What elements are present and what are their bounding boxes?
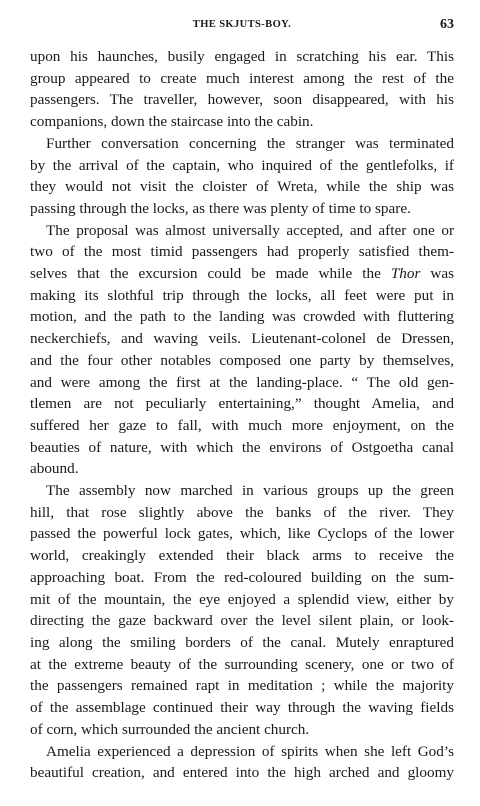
text-line: upon his haunches, busily engaged in scratching his ear. This (30, 48, 454, 65)
text-line: tlemen are not peculiarly entertaining,” thought Amelia, and (30, 395, 454, 413)
text-line: neckerchiefs, and waving veils. Lieutenant-colonel de Dressen, (30, 330, 454, 348)
paragraph-3 (30, 220, 454, 480)
text-line: approaching boat. From the red-coloured building on the sum- (30, 568, 454, 586)
text-line: abound. (30, 460, 79, 478)
ship-name: Thor (390, 265, 421, 283)
book-page (30, 14, 454, 784)
text-line: passing through the locks, as there was plenty of time to spare. (30, 199, 411, 217)
page-number: 63 (440, 17, 454, 32)
text-line: motion, and the path to the landing was crowded with fluttering (30, 308, 454, 326)
text-line: hill, that rose slightly above the banks of the river. They (30, 503, 454, 521)
text-line: selves that the excursion could be made while the Thor was (30, 265, 454, 283)
paragraph-5 (30, 741, 454, 784)
running-head (30, 14, 454, 36)
text-line: they would not visit the cloister of Wreta, while the ship was (30, 178, 454, 196)
text-line: by the arrival of the captain, who inquired of the gentlefolks, if (30, 156, 454, 174)
text-line: passengers. The traveller, however, soon disappeared, with his (30, 91, 454, 109)
text-line: world, creakingly extended their black arms to receive the (30, 547, 454, 565)
text-line: Further conversation concerning the stranger was terminated (46, 134, 454, 152)
text-line: companions, down the staircase into the cabin. (30, 113, 314, 131)
text-line: mit of the mountain, the eye enjoyed a splendid view, either by (30, 590, 454, 608)
text-line: suffered her gaze to fall, with much more enjoyment, on the (30, 416, 454, 434)
text-line: making its slothful trip through the locks, all feet were put in (30, 286, 454, 304)
text-line: of the assemblage continued their way through the waving fields (30, 699, 454, 717)
paragraph-2 (30, 133, 454, 220)
text-line: and were among the first at the landing-place. “ The old gen- (30, 373, 454, 391)
text-line: directing the gaze backward over the level silent plain, or look- (30, 612, 454, 630)
text-line: The proposal was almost universally accepted, and after one or (46, 221, 454, 239)
text-line: the passengers remained rapt in meditation ; while the majority (30, 677, 454, 695)
text-line: beautiful creation, and entered into the high arched and gloomy (30, 764, 454, 782)
text-line: Amelia experienced a depression of spirits when she left God’s (46, 742, 454, 760)
paragraph-4 (30, 480, 454, 740)
text-line: at the extreme beauty of the surrounding scenery, one or two of (30, 655, 454, 673)
text-line: ing along the smiling borders of the canal. Mutely enraptured (30, 633, 454, 651)
text-line: group appeared to create much interest among the rest of the (30, 69, 454, 87)
text-line: and the four other notables composed one party by themselves, (30, 351, 454, 369)
text-line: of corn, which surrounded the ancient church. (30, 720, 310, 738)
text-body (30, 46, 454, 784)
paragraph-1 (30, 46, 454, 133)
text-line: beauties of nature, with which the environs of Ostgoetha canal (30, 438, 454, 456)
text-line: The assembly now marched in various groups up the green (46, 482, 454, 500)
text-line: passed the powerful lock gates, which, like Cyclops of the lower (30, 525, 454, 543)
running-title: THE SKJUTS-BOY. (192, 19, 292, 30)
text-line: two of the most timid passengers had properly satisfied them- (30, 243, 454, 261)
